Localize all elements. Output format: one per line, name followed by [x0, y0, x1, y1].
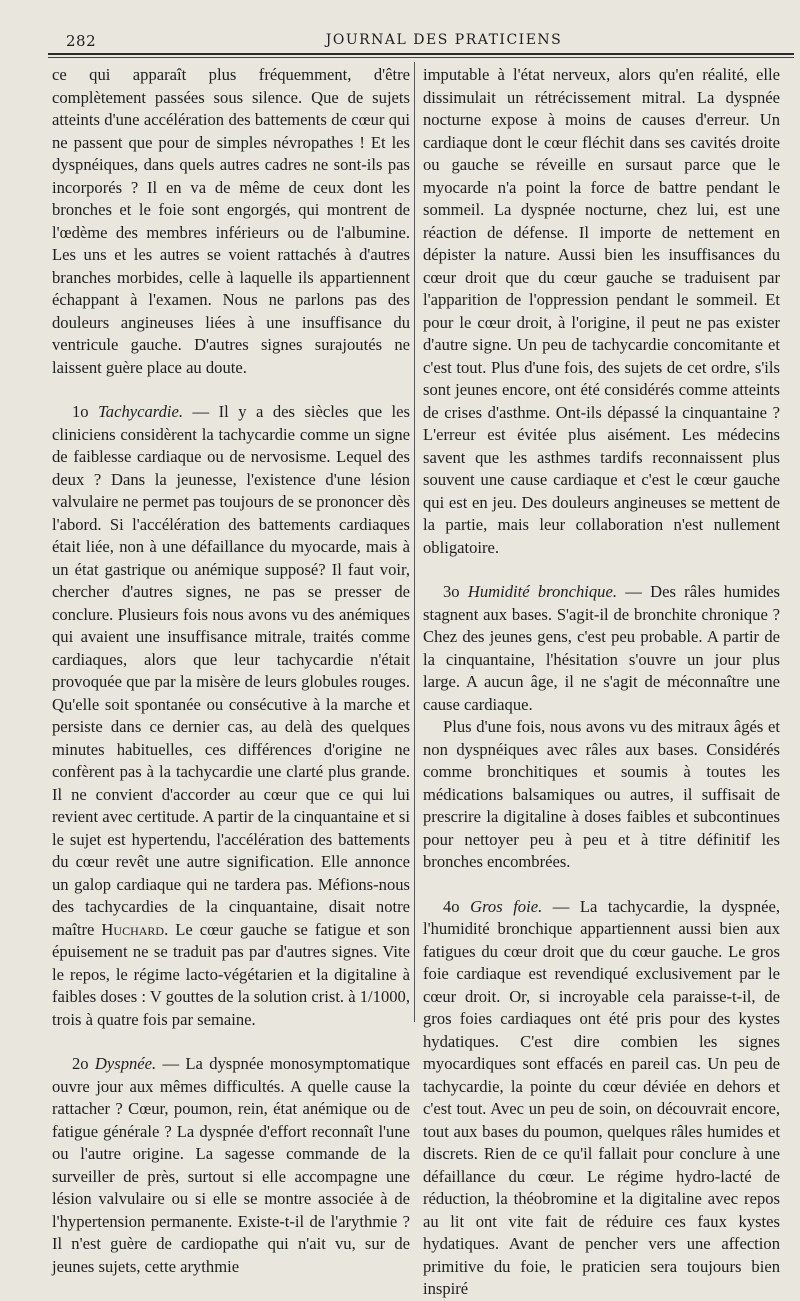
journal-title: JOURNAL DES PRATICIENS: [325, 32, 563, 48]
author-name: Huchard: [101, 919, 165, 939]
section-humidite-bronchique: [423, 581, 780, 716]
page-number: 282: [66, 32, 97, 50]
section-number: 1o: [72, 402, 99, 421]
header-rule: [48, 53, 794, 55]
section-dyspnee: [52, 1053, 410, 1278]
section-text: — Des râles humides stagnent aux bases. S'agit-il de bronchite chronique ? Chez des jeunes gens, c'est peu probable. A partir de la cinquantaine, l'hésitation s'ouvre un jour plus large. A aucun âge, il ne s'agit de méconnaître une cause cardiaque.: [423, 582, 780, 714]
column-divider: [414, 62, 415, 1022]
intro-paragraph: ce qui apparaît plus fréquemment, d'être complètement passées sous silence. Que de sujets atteints d'une accélération des battements de cœur qui ne passent que pour de simples névropathes ! Et les dyspnéiques, dans quels autres cadres ne sont-ils pas incorporés ? Il en va de même de ceux dont les bronches et le foie sont engorgés, qui montrent de l'œdème des membres inférieurs ou de l'albumine. Les uns et les autres se voient rattachés à d'autres branches morbides, celle à laquelle ils appartiennent échappant à l'examen. Nous ne parlons pas des douleurs angineuses liées à une insuffisance du ventricule gauche. D'autres signes surajoutés ne laissent guère place au doute.: [52, 65, 410, 377]
page-header: [48, 30, 780, 52]
section-number: 3o: [443, 582, 468, 601]
section-text: — La tachycardie, la dyspnée, l'humidité bronchique appartiennent aussi bien aux fatigues du cœur droit que du cœur gauche. Le gros foie cardiaque est revendiqué exclusivement par le cœur droit. Or, si incroyable cela paraisse-t-il, de gros foies cardiaques ont été pris pour des kystes hydatiques. C'est dire combien les signes myocardiques sont effacés en pareil cas. Un peu de tachycardie, la pointe du cœur déviée en dehors et c'est tout. Avec un peu de soin, on découvrait encore, tout aux bases du poumon, quelques râles humides et discrets. Rien de ce qu'il fallait pour conclure à une défaillance du cœur. Le régime hydro-lacté de réduction, la théobromine et la digitaline avec repos au lit ont vite fait de réduire ces faux kystes hydatiques. Avant de pencher vers une affection primitive du foie, le praticien sera toujours bien inspiré: [423, 896, 780, 1298]
section-text: — Il y a des siècles que les cliniciens considèrent la tachycardie comme un signe de faiblesse cardiaque ou de nervosisme. Lequel des deux ? Dans la jeunesse, l'existence d'une lésion valvulaire ne permet pas toujours de se prononcer dès l'abord. Si l'accélération des battements cardiaques était liée, non à une défaillance du myocarde, mais à un état gastrique ou anémique supposé? Il faut voir, chercher d'autres signes, ne pas se presser de conclure. Plusieurs fois nous avons vu des anémiques qui avaient une insuffisance mitrale, traités comme cardiaques, alors que leur tachycardie n'était provoquée que par la misère de leurs globules rouges. Qu'elle soit spontanée ou consécutive à la marche et persiste dans ce dernier cas, au delà des quelques minutes habituelles, ces différences d'origine ne confèrent pas à la tachycardie une clarté plus grande. Il ne convient d'accorder au cœur que ce qui lui revient avec certitude. A partir de la cinquantaine et si le sujet est hypertendu, l'accélération des battements du cœur revêt une autre signification. Elle annonce un galop cardiaque qui ne tardera pas. Méfions-nous des tachycardies de la cinquantaine, disait notre maître: [52, 402, 410, 939]
section-title: Tachycardie.: [98, 402, 184, 421]
continued-paragraph: imputable à l'état nerveux, alors qu'en réalité, elle dissimulait un rétrécissement mitral. La dyspnée nocturne expose à moins de causes d'erreur. Un cardiaque dont le cœur fléchit dans ses cavités droite ou gauche se réveille en sursaut parce que le myocarde n'a point la force de battre pendant le sommeil. La dyspnée nocturne, chez lui, est une réaction de défense. Il importe de nettement en dépister la nature. Aussi bien les insuffisances du cœur droit que du cœur gauche se traduisent par l'apparition de l'oppression pendant le sommeil. Et pour le cœur droit, à l'origine, il peut ne pas exister d'autre signe. Un peu de tachycardie concomitante et c'est tout. Plus d'une fois, des sujets de cet ordre, s'ils sont jeunes encore, ont été considérés comme atteints de crises d'asthme. Ont-ils dépassé la cinquantaine ? L'erreur est évitée plus aisément. Les médecins savent que les asthmes tardifs reconnaissent plus souvent une cause cardiaque et c'est le cœur gauche qui est en jeu. Des douleurs angineuses se mettent de la partie, mais leur collaboration n'est nullement obligatoire.: [423, 65, 780, 557]
section-number: 4o: [443, 896, 471, 916]
section-gros-foie: [423, 896, 780, 1301]
section-humidite-paragraph-2: Plus d'une fois, nous avons vu des mitraux âgés et non dyspnéiques avec râles aux bases. Considérés comme bronchitiques et soumis à toutes les médications balsamiques ou autres, il suffisait de prescrire la digitaline à doses faibles et subcontinues pour nettoyer peu à peu et à titre définitif les bronches encombrées.: [423, 717, 780, 871]
right-column: [423, 64, 780, 1301]
left-column: [52, 64, 410, 1278]
section-tachycardie: [52, 401, 410, 1031]
section-text-continued: . Le cœur gauche se fatigue et son épuisement ne se traduit pas par d'autres signes. Vite le repos, le régime lacto-végétarien et la digitaline à faibles doses : V gouttes de la solution crist. à 1/1000, trois à quatre fois par semaine.: [52, 919, 410, 1029]
section-title: Gros foie.: [470, 896, 543, 916]
header-rule-thin: [48, 57, 794, 58]
section-number: 2o: [72, 1054, 95, 1073]
section-text: — La dyspnée monosymptomatique ouvre jour aux mêmes difficultés. A quelle cause la rattacher ? Cœur, poumon, rein, état anémique ou de fatigue générale ? La dyspnée d'effort reconnaît l'une ou l'autre origine. La sagesse commande de la surveiller de près, surtout si elle accompagne une lésion valvulaire ou si elle se montre associée à de l'hypertension permanente. Existe-t-il de l'arythmie ? Il n'est guère de cardiopathe qui n'ait vu, sur de jeunes sujets, cette arythmie: [52, 1054, 410, 1276]
section-title: Humidité bronchique.: [467, 582, 617, 601]
section-title: Dyspnée.: [94, 1054, 157, 1073]
